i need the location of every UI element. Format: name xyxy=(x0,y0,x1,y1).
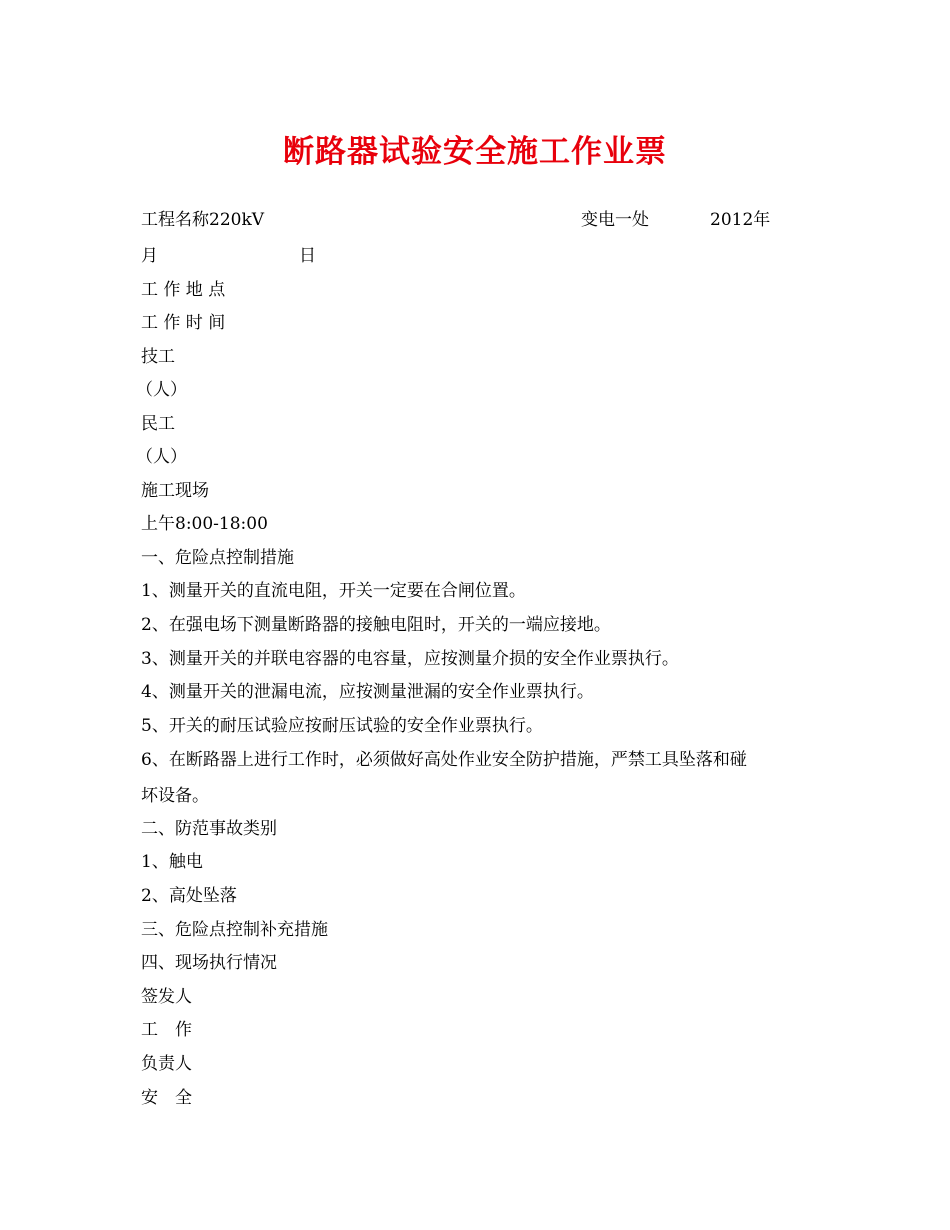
work-location-label: 工 作 地 点 xyxy=(141,280,226,300)
section-2-item: 2、高处坠落 xyxy=(141,886,237,906)
section-1-item: 3、测量开关的并联电容器的电容量，应按测量介损的安全作业票执行。 xyxy=(141,649,679,669)
safety-label: 安 全 xyxy=(141,1088,192,1108)
laborer-label: 民工 xyxy=(141,414,175,434)
year-field: 2012年 xyxy=(710,210,771,230)
technician-unit: （人） xyxy=(136,380,187,400)
section-1-heading: 一、危险点控制措施 xyxy=(141,548,294,568)
section-2-heading: 二、防范事故类别 xyxy=(141,819,277,839)
project-name-label: 工程名称220kV xyxy=(141,210,265,230)
section-4-heading: 四、现场执行情况 xyxy=(141,953,277,973)
section-1-item: 1、测量开关的直流电阻，开关一定要在合闸位置。 xyxy=(141,581,526,601)
month-field: 月 xyxy=(141,246,158,266)
section-2-item: 1、触电 xyxy=(141,852,203,872)
work-time-label: 工 作 时 间 xyxy=(141,313,226,333)
laborer-unit: （人） xyxy=(136,447,187,467)
section-1-item: 5、开关的耐压试验应按耐压试验的安全作业票执行。 xyxy=(141,716,543,736)
work-label: 工 作 xyxy=(141,1020,192,1040)
leader-label: 负责人 xyxy=(141,1054,192,1074)
site-label: 施工现场 xyxy=(141,481,209,501)
document-title: 断路器试验安全施工作业票 xyxy=(283,134,667,170)
day-field: 日 xyxy=(299,246,316,266)
issuer-label: 签发人 xyxy=(141,987,192,1007)
section-1-item-continuation: 坏设备。 xyxy=(141,786,209,806)
section-1-item: 2、在强电场下测量断路器的接触电阻时，开关的一端应接地。 xyxy=(141,615,611,635)
technician-label: 技工 xyxy=(141,347,175,367)
section-3-heading: 三、危险点控制补充措施 xyxy=(141,920,328,940)
unit-name: 变电一处 xyxy=(581,210,649,230)
section-1-item: 6、在断路器上进行工作时，必须做好高处作业安全防护措施，严禁工具坠落和碰 xyxy=(141,750,747,770)
section-1-item: 4、测量开关的泄漏电流，应按测量泄漏的安全作业票执行。 xyxy=(141,682,594,702)
time-value: 上午8:00-18:00 xyxy=(141,514,268,534)
